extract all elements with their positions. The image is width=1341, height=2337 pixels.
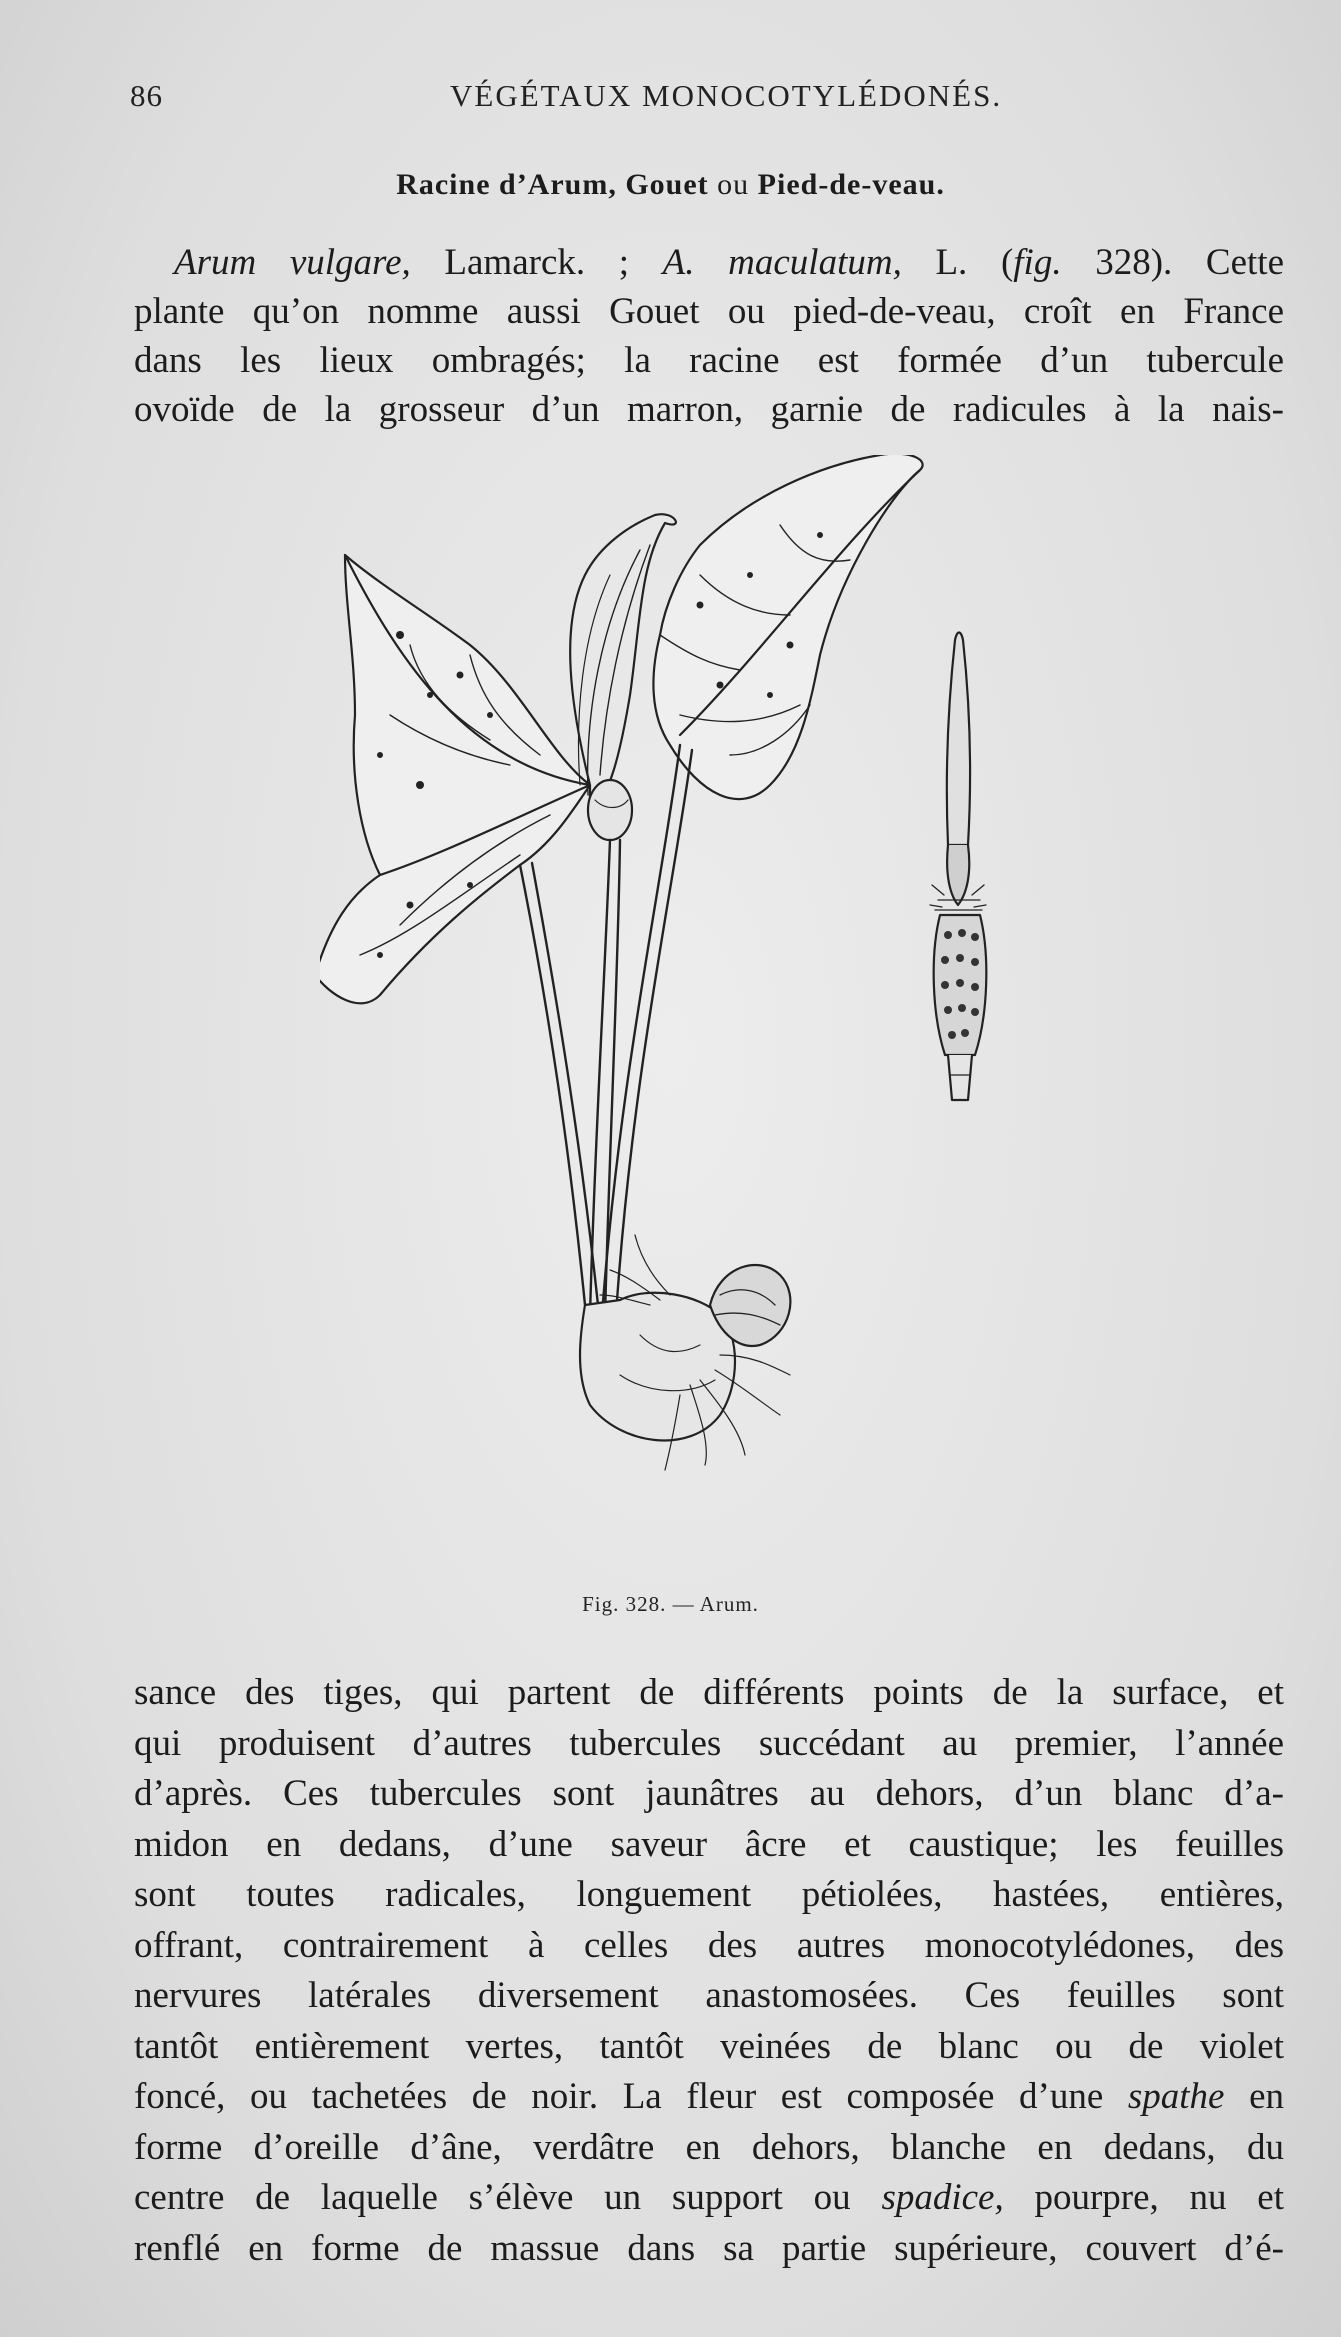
term-spathe: spathe (1127, 2076, 1225, 2117)
body-line-3: d’après. Ces tubercules sont jaunâtres au dehors, d’un blanc d’a- (134, 1773, 1284, 1814)
title-part1: Racine d’Arum, Gouet (396, 168, 709, 201)
running-title: VÉGÉTAUX MONOCOTYLÉDONÉS. (450, 78, 1003, 113)
body-line-11: centre de laquelle s’élève un support ou spadice, pourpre, nu et (134, 2177, 1284, 2218)
title-or: ou (717, 168, 750, 201)
intro-paragraph (134, 238, 1284, 434)
spadix-detail (930, 633, 986, 1101)
term-spadice: spadice, (881, 2177, 1004, 2218)
body-line-5: sont toutes radicales, longuement pétiolées, hastées, entières, (134, 1874, 1284, 1915)
intro-line-3: dans les lieux ombragés; la racine est formée d’un tubercule (134, 340, 1284, 381)
body-line-4: midon en dedans, d’une saveur âcre et caustique; les feuilles (134, 1823, 1284, 1865)
body-line-2: qui produisent d’autres tubercules succédant au premier, l’année (134, 1722, 1284, 1764)
page-number: 86 (130, 78, 163, 113)
latin-synonym: A. maculatum, (662, 242, 902, 283)
body-line-12: renflé en forme de massue dans sa partie supérieure, couvert d’é- (134, 2227, 1284, 2269)
arum-illustration (320, 455, 1100, 1570)
tuber (580, 1265, 790, 1440)
title-part2: Pied-de-veau. (757, 168, 945, 201)
right-leaf (653, 455, 922, 799)
intro-line-2: plante qu’on nomme aussi Gouet ou pied-de-veau, croît en France (134, 291, 1284, 332)
body-line-1: sance des tiges, qui partent de différents points de la surface, et (134, 1672, 1284, 1713)
latin-name: Arum vulgare, (174, 242, 411, 283)
body-line-6: offrant, contrairement à celles des autres monocotylédones, des (134, 1924, 1284, 1966)
body-line-8: tantôt entièrement vertes, tantôt veinées de blanc ou de violet (134, 2025, 1284, 2067)
intro-line-4: ovoïde de la grosseur d’un marron, garnie de radicules à la nais- (134, 389, 1284, 430)
intro-line-1: Arum vulgare, Lamarck. ; A. maculatum, L. (fig. 328). Cette (174, 242, 1284, 283)
figure-caption: Fig. 328. — Arum. (582, 1592, 759, 1616)
section-title (0, 168, 1341, 202)
body-line-9: foncé, ou tachetées de noir. La fleur est composée d’une spathe en (134, 2076, 1284, 2117)
body-paragraph (134, 1668, 1284, 2274)
body-line-7: nervures latérales diversement anastomosées. Ces feuilles sont (134, 1975, 1284, 2016)
left-leaf (320, 555, 590, 1003)
body-line-10: forme d’oreille d’âne, verdâtre en dehors, blanche en dedans, du (134, 2126, 1284, 2168)
